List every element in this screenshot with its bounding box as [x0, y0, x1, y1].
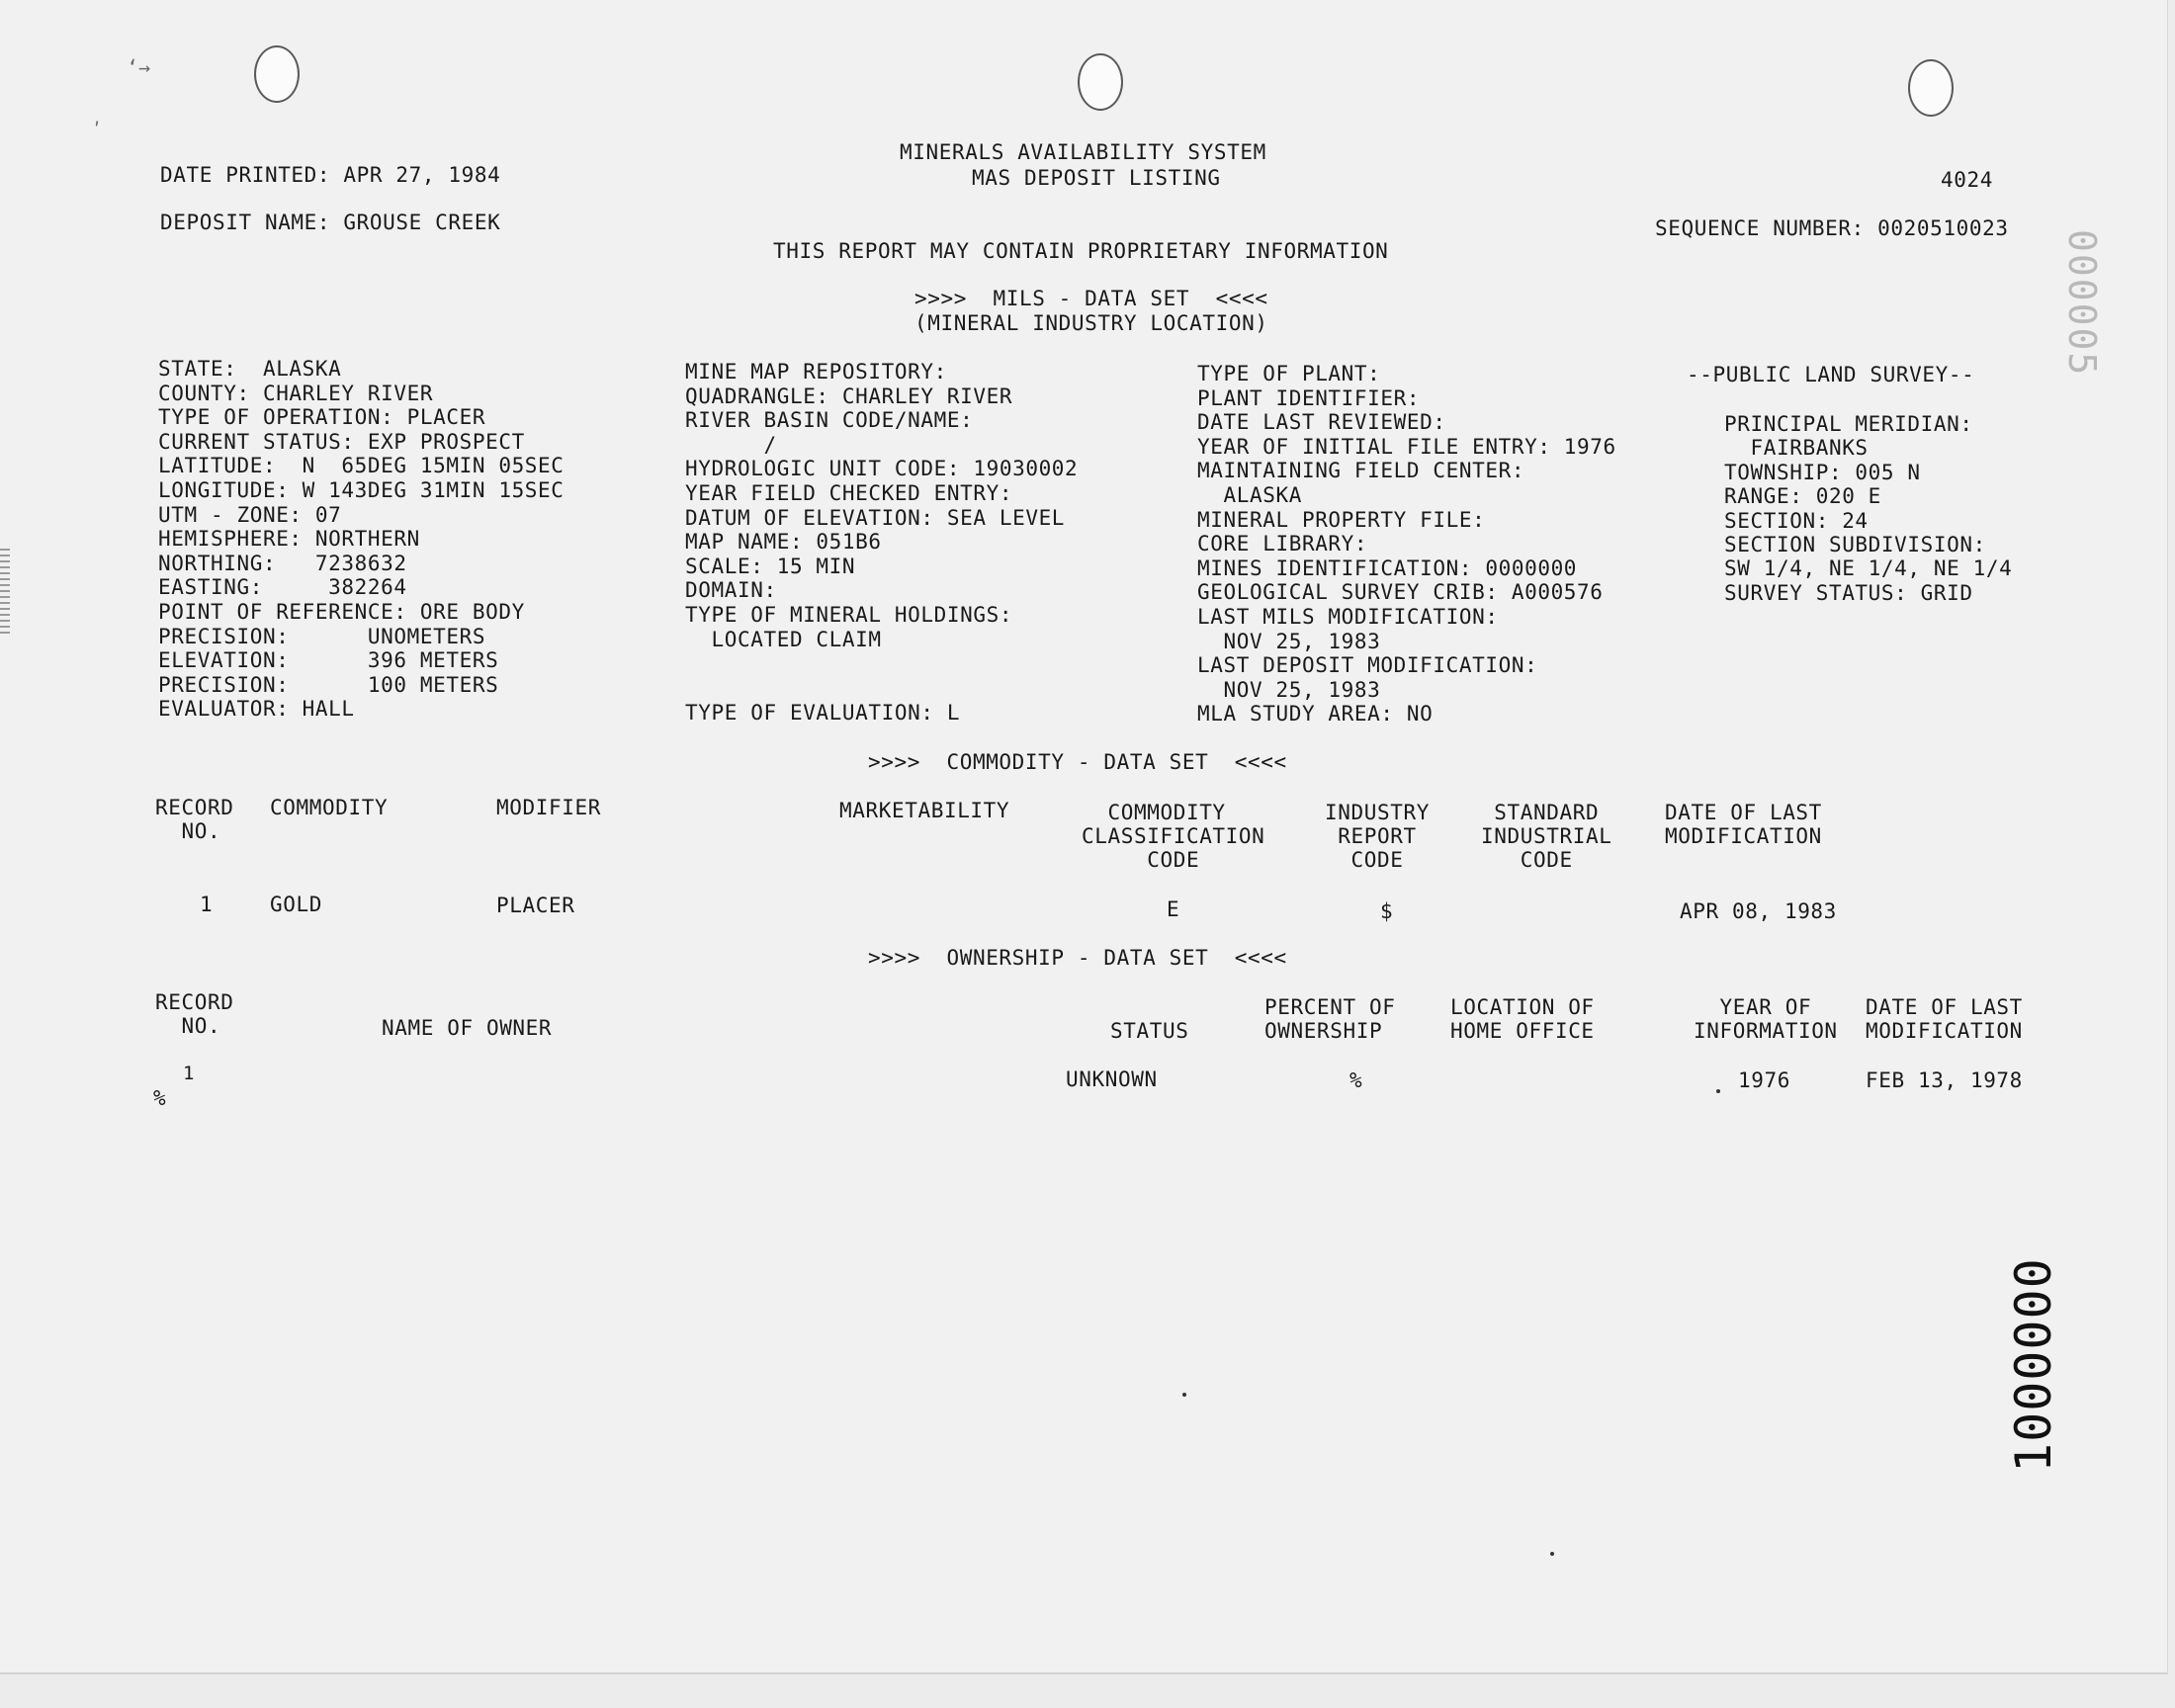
mils-section-title: >>>> MILS - DATA SET <<<< — [914, 287, 1268, 310]
listing-title: MAS DEPOSIT LISTING — [972, 166, 1221, 190]
plant-field: NOV 25, 1983 — [1197, 678, 1381, 702]
land-survey-field: FAIRBANKS — [1724, 436, 1869, 460]
ownership-last-modified: FEB 13, 1978 — [1866, 1068, 2023, 1092]
punch-hole-left — [254, 45, 300, 103]
plant-field: MLA STUDY AREA: NO — [1197, 702, 1434, 726]
ownership-header-status: STATUS — [1110, 1019, 1189, 1043]
commodity-header-record: RECORD NO. — [155, 796, 234, 843]
type-of-evaluation: TYPE OF EVALUATION: L — [685, 701, 961, 725]
land-survey-field: SECTION SUBDIVISION: — [1724, 533, 1986, 556]
hydrology-field: RIVER BASIN CODE/NAME: — [685, 408, 974, 432]
ownership-year: 1976 — [1738, 1068, 1790, 1092]
commodity-classification-code: E — [1167, 897, 1180, 921]
ownership-header-record: RECORD NO. — [155, 990, 234, 1038]
commodity-header-date: DATE OF LAST MODIFICATION — [1665, 801, 1822, 848]
mils-section-subtitle: (MINERAL INDUSTRY LOCATION) — [914, 311, 1268, 335]
commodity-header-industry: INDUSTRY REPORT CODE — [1325, 801, 1430, 872]
commodity-header-marketability: MARKETABILITY — [839, 799, 1010, 822]
ownership-header-location: LOCATION OF HOME OFFICE — [1450, 995, 1595, 1043]
hydrology-field: MAP NAME: 051B6 — [685, 530, 882, 554]
deposit-name: DEPOSIT NAME: GROUSE CREEK — [160, 211, 501, 234]
commodity-header-modifier: MODIFIER — [496, 796, 601, 819]
location-field: POINT OF REFERENCE: ORE BODY — [158, 600, 525, 624]
location-field: PRECISION: 100 METERS — [158, 673, 499, 697]
land-survey-field: RANGE: 020 E — [1724, 484, 1881, 508]
speck — [1550, 1552, 1554, 1556]
location-field: UTM - ZONE: 07 — [158, 503, 342, 527]
hydrology-field: DOMAIN: — [685, 578, 777, 602]
plant-field: MINES IDENTIFICATION: 0000000 — [1197, 556, 1578, 580]
plant-field: MINERAL PROPERTY FILE: — [1197, 508, 1486, 532]
ownership-section-title: >>>> OWNERSHIP - DATA SET <<<< — [868, 946, 1287, 970]
commodity-industry-code: $ — [1380, 899, 1394, 923]
land-survey-field: SW 1/4, NE 1/4, NE 1/4 — [1724, 556, 2013, 580]
commodity-header-commodity: COMMODITY — [270, 796, 389, 819]
ownership-record-no: 1 — [183, 1063, 196, 1084]
ownership-header-percent: PERCENT OF OWNERSHIP — [1264, 995, 1396, 1043]
location-field: EASTING: 382264 — [158, 575, 407, 599]
plant-field: DATE LAST REVIEWED: — [1197, 410, 1446, 434]
page-number: 4024 — [1941, 168, 1993, 192]
hydrology-field: SCALE: 15 MIN — [685, 555, 856, 578]
land-survey-field: TOWNSHIP: 005 N — [1724, 461, 1921, 484]
location-field: TYPE OF OPERATION: PLACER — [158, 405, 486, 429]
location-field: PRECISION: UNOMETERS — [158, 625, 486, 648]
location-field: NORTHING: 7238632 — [158, 552, 407, 575]
plant-field: LAST DEPOSIT MODIFICATION: — [1197, 653, 1538, 677]
plant-field: NOV 25, 1983 — [1197, 630, 1381, 653]
plant-field: MAINTAINING FIELD CENTER: — [1197, 459, 1525, 482]
location-field: HEMISPHERE: NORTHERN — [158, 527, 420, 551]
hydrology-field: DATUM OF ELEVATION: SEA LEVEL — [685, 506, 1066, 530]
location-field: EVALUATOR: HALL — [158, 697, 355, 721]
ownership-header-date: DATE OF LAST MODIFICATION — [1866, 995, 2023, 1043]
location-field: LATITUDE: N 65DEG 15MIN 05SEC — [158, 454, 565, 477]
ownership-percent-marker: % — [153, 1086, 167, 1110]
margin-stamp-bottom: 1000000 — [2005, 1257, 2062, 1473]
pencil-mark: ʹ — [91, 119, 104, 142]
commodity-section-title: >>>> COMMODITY - DATA SET <<<< — [868, 750, 1287, 774]
hydrology-field: / — [685, 433, 777, 457]
hydrology-field: QUADRANGLE: CHARLEY RIVER — [685, 384, 1013, 408]
plant-field: TYPE OF PLANT: — [1197, 362, 1381, 385]
pencil-mark: ʻ→ — [127, 55, 151, 79]
location-field: CURRENT STATUS: EXP PROSPECT — [158, 430, 525, 454]
ownership-percent: % — [1349, 1068, 1363, 1092]
location-field: LONGITUDE: W 143DEG 31MIN 15SEC — [158, 478, 565, 502]
speck — [1182, 1393, 1186, 1397]
location-field: STATE: ALASKA — [158, 357, 342, 381]
margin-stamp-top: 000005 — [2060, 229, 2104, 378]
hydrology-field: HYDROLOGIC UNIT CODE: 19030002 — [685, 457, 1079, 480]
plant-field: PLANT IDENTIFIER: — [1197, 386, 1421, 410]
hydrology-field: TYPE OF MINERAL HOLDINGS: — [685, 603, 1013, 627]
date-printed: DATE PRINTED: APR 27, 1984 — [160, 163, 501, 187]
plant-field: LAST MILS MODIFICATION: — [1197, 605, 1499, 629]
sequence-number: SEQUENCE NUMBER: 0020510023 — [1655, 216, 2009, 240]
location-field: ELEVATION: 396 METERS — [158, 648, 499, 672]
hydrology-field: MINE MAP REPOSITORY: — [685, 360, 947, 384]
plant-field: GEOLOGICAL SURVEY CRIB: A000576 — [1197, 580, 1604, 604]
commodity-name: GOLD — [270, 893, 322, 916]
proprietary-notice: THIS REPORT MAY CONTAIN PROPRIETARY INFORMATION — [773, 239, 1389, 263]
punch-hole-center — [1078, 53, 1123, 111]
land-survey-field: SECTION: 24 — [1724, 509, 1869, 533]
plant-field: ALASKA — [1197, 483, 1302, 507]
commodity-modifier: PLACER — [496, 894, 575, 917]
land-survey-field: SURVEY STATUS: GRID — [1724, 581, 1973, 605]
commodity-record-no: 1 — [200, 893, 214, 916]
commodity-header-sic: STANDARD INDUSTRIAL CODE — [1481, 801, 1612, 872]
ownership-header-year: YEAR OF INFORMATION — [1694, 995, 1838, 1043]
ownership-status: UNKNOWN — [1066, 1068, 1158, 1091]
commodity-last-modified: APR 08, 1983 — [1680, 899, 1837, 923]
commodity-header-classification: COMMODITY CLASSIFICATION CODE — [1082, 801, 1265, 872]
plant-field: YEAR OF INITIAL FILE ENTRY: 1976 — [1197, 435, 1616, 459]
plant-field: CORE LIBRARY: — [1197, 532, 1368, 555]
ownership-header-owner: NAME OF OWNER — [382, 1016, 553, 1040]
system-title: MINERALS AVAILABILITY SYSTEM — [900, 140, 1266, 164]
scan-edge-mark — [0, 549, 10, 638]
location-field: COUNTY: CHARLEY RIVER — [158, 382, 434, 405]
hydrology-field: LOCATED CLAIM — [685, 628, 882, 651]
punch-hole-right — [1908, 59, 1954, 117]
hydrology-field: YEAR FIELD CHECKED ENTRY: — [685, 481, 1013, 505]
land-survey-field: PRINCIPAL MERIDIAN: — [1724, 412, 1973, 436]
speck — [1716, 1089, 1720, 1093]
public-land-survey-title: --PUBLIC LAND SURVEY-- — [1687, 363, 1975, 386]
